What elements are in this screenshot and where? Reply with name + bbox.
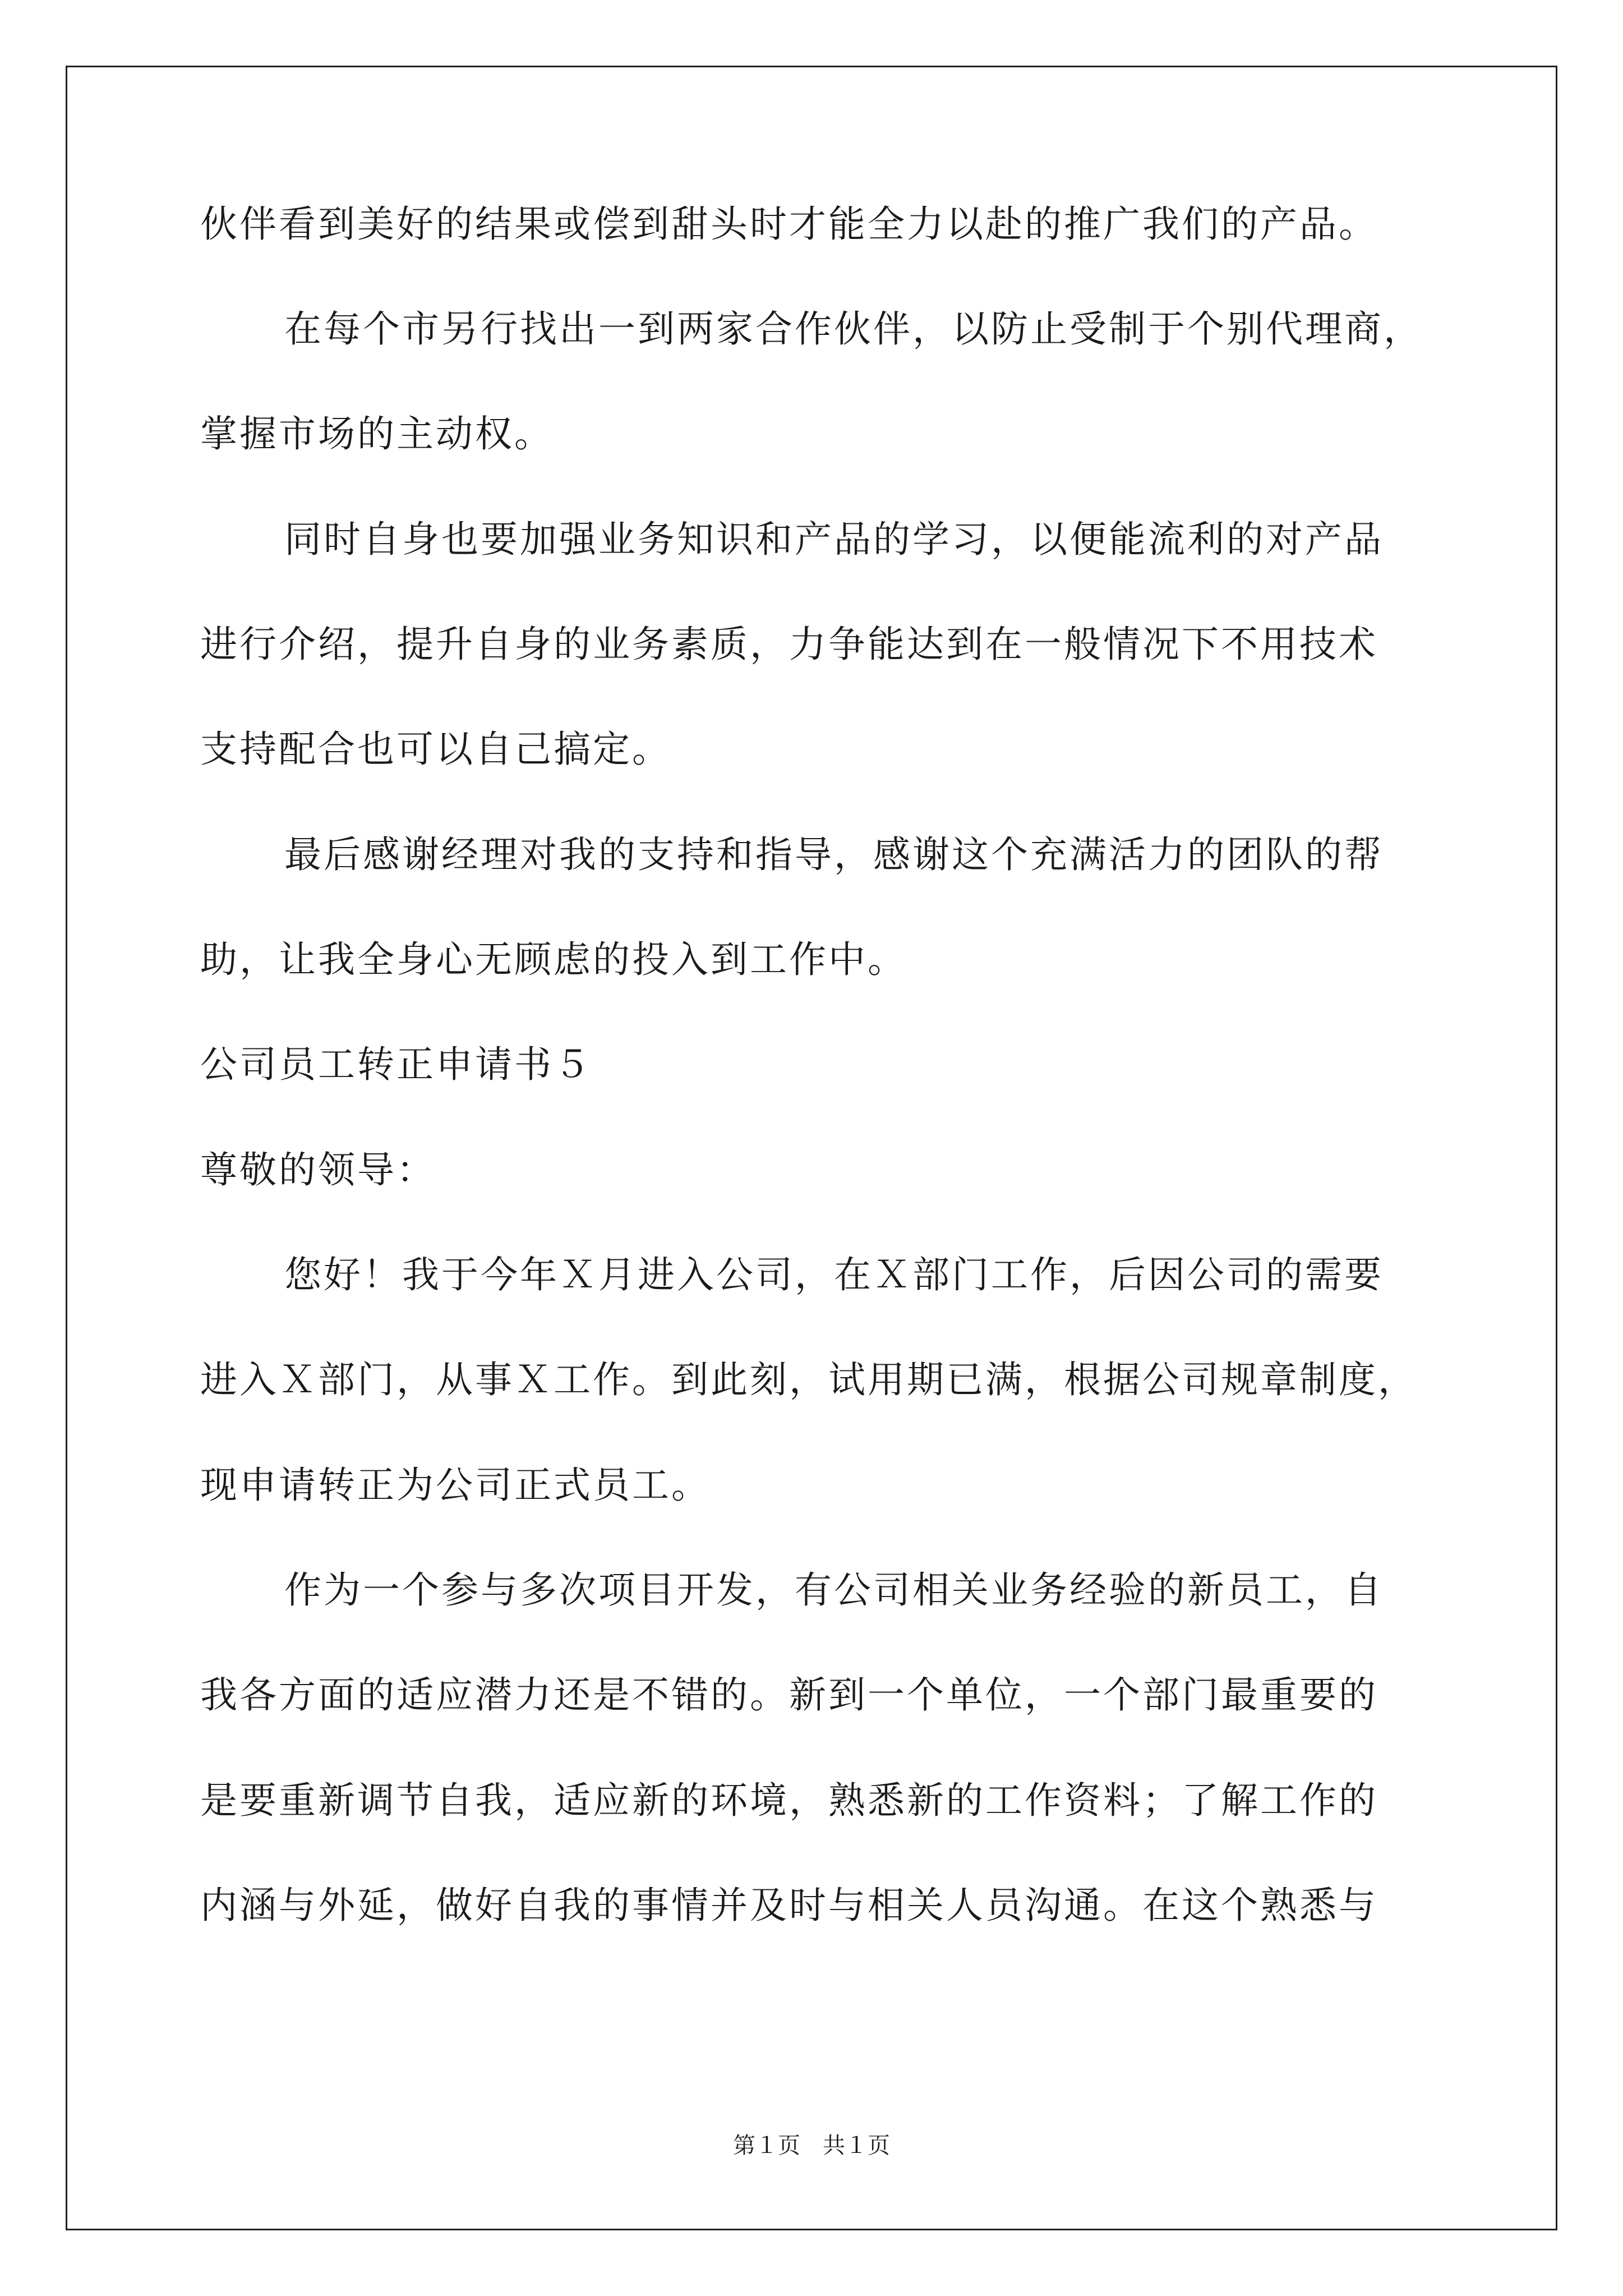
text-line: 我各方面的适应潜力还是不错的。新到一个单位，一个部门最重要的 bbox=[200, 1673, 1378, 1717]
text-line: 掌握市场的主动权。 bbox=[200, 412, 554, 455]
text-line: 支持配合也可以自己搞定。 bbox=[200, 728, 671, 771]
text-line: 作为一个参与多次项目开发，有公司相关业务经验的新员工，自 bbox=[284, 1568, 1384, 1612]
text-line: 内涵与外延，做好自我的事情并及时与相关人员沟通。在这个熟悉与 bbox=[200, 1884, 1378, 1927]
text-line: 在每个市另行找出一到两家合作伙伴，以防止受制于个别代理商， bbox=[284, 307, 1423, 351]
text-line: 进入Ｘ部门，从事Ｘ工作。到此刻，试用期已满，根据公司规章制度， bbox=[200, 1358, 1417, 1401]
text-line: 同时自身也要加强业务知识和产品的学习，以便能流利的对产品 bbox=[284, 518, 1384, 561]
section-heading: 公司员工转正申请书５ bbox=[200, 1043, 593, 1086]
text-line: 伙伴看到美好的结果或偿到甜头时才能全力以赴的推广我们的产品。 bbox=[200, 203, 1378, 246]
text-line: 助，让我全身心无顾虑的投入到工作中。 bbox=[200, 938, 907, 981]
text-line: 是要重新调节自我，适应新的环境，熟悉新的工作资料；了解工作的 bbox=[200, 1779, 1378, 1822]
salutation: 尊敬的领导： bbox=[200, 1148, 436, 1191]
text-line: 进行介绍，提升自身的业务素质，力争能达到在一般情况下不用技术 bbox=[200, 623, 1378, 666]
text-line: 最后感谢经理对我的支持和指导，感谢这个充满活力的团队的帮 bbox=[284, 833, 1384, 876]
text-line: 现申请转正为公司正式员工。 bbox=[200, 1464, 711, 1507]
page-footer: 第１页 共１页 bbox=[733, 2133, 890, 2159]
text-line: 您好！我于今年Ｘ月进入公司，在Ｘ部门工作，后因公司的需要 bbox=[284, 1253, 1384, 1296]
